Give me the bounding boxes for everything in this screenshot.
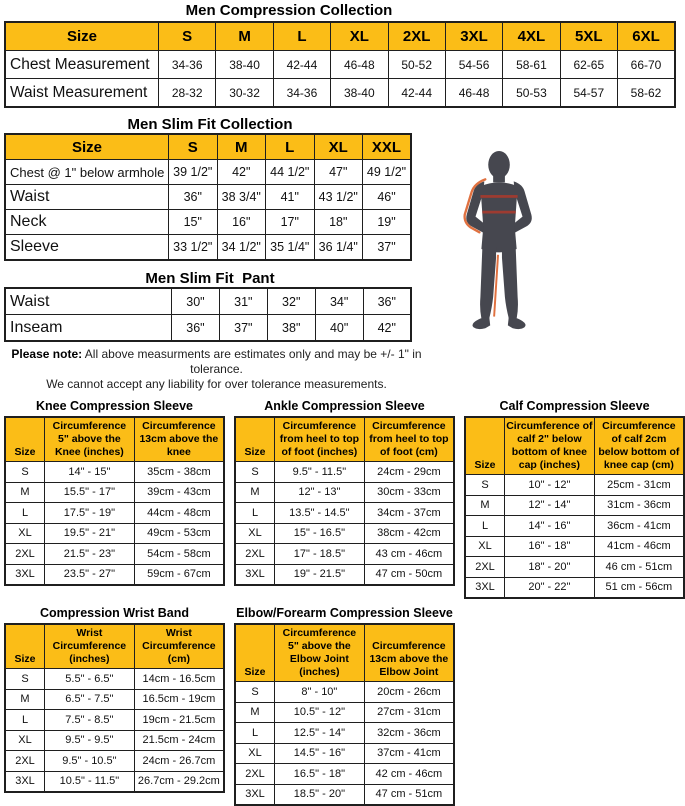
cell-value: 9.5" - 9.5": [45, 730, 135, 751]
sleeve-tables-row-1: [4, 399, 680, 599]
cell-value: 36": [172, 315, 220, 342]
row-label: XL: [235, 523, 275, 544]
sleeve-tables-row-2: [4, 606, 676, 806]
cell-value: 9.5" - 10.5": [45, 751, 135, 772]
column-header: Size: [5, 134, 169, 160]
table-row: [235, 682, 454, 703]
column-header: XL: [314, 134, 363, 160]
row-label: Waist Measurement: [5, 79, 159, 108]
row-label: 3XL: [5, 771, 45, 792]
cell-value: 10.5" - 11.5": [45, 771, 135, 792]
cell-value: 18.5" - 20": [275, 784, 365, 805]
table-row: [235, 764, 454, 785]
row-label: Waist: [5, 288, 172, 315]
cell-value: 36 1/4": [314, 235, 363, 261]
wrist-band-title: Compression Wrist Band: [39, 606, 190, 620]
row-label: M: [465, 495, 505, 516]
table-row: [235, 503, 454, 524]
cell-value: 6.5" - 7.5": [45, 689, 135, 710]
row-label: S: [235, 682, 275, 703]
column-header: 4XL: [503, 22, 560, 51]
cell-value: 46-48: [445, 79, 502, 108]
table-row: [235, 523, 454, 544]
cell-value: 16.5" - 18": [275, 764, 365, 785]
table-row: [235, 564, 454, 585]
row-label: L: [5, 503, 45, 524]
column-header: M: [216, 22, 273, 51]
column-header: Circumference 13cm above the knee: [134, 417, 224, 462]
cell-value: 21.5cm - 24cm: [134, 730, 224, 751]
cell-value: 41cm - 46cm: [594, 536, 684, 557]
cell-value: 5.5" - 6.5": [45, 669, 135, 690]
cell-value: 10" - 12": [505, 475, 595, 496]
table-row: [5, 544, 224, 565]
column-header: Circumference from heel to top of foot (inches): [275, 417, 365, 462]
row-label: XL: [235, 743, 275, 764]
cell-value: 30": [172, 288, 220, 315]
man-silhouette-figure: [447, 150, 553, 342]
table-row: [5, 235, 411, 261]
cell-value: 37cm - 41cm: [364, 743, 454, 764]
row-label: L: [5, 710, 45, 731]
table-row: [5, 315, 411, 342]
column-header: XXL: [363, 134, 412, 160]
table-row: [5, 288, 411, 315]
cell-value: 27cm - 31cm: [364, 702, 454, 723]
row-label: XL: [465, 536, 505, 557]
elbow-sleeve-block: [234, 606, 455, 806]
column-header: S: [169, 134, 218, 160]
table-row: [5, 730, 224, 751]
cell-value: 34-36: [273, 79, 330, 108]
header-row: [235, 417, 454, 462]
column-header: Wrist Circumference (inches): [45, 624, 135, 669]
cell-value: 54-57: [560, 79, 617, 108]
row-label: Chest @ 1" below armhole: [5, 160, 169, 185]
cell-value: 37": [363, 235, 412, 261]
cell-value: 39cm - 43cm: [134, 482, 224, 503]
table-row: [465, 577, 684, 598]
table-row: [5, 51, 675, 79]
cell-value: 34cm - 37cm: [364, 503, 454, 524]
row-label: XL: [5, 523, 45, 544]
cell-value: 32cm - 36cm: [364, 723, 454, 744]
table-row: [465, 557, 684, 578]
figure-left-foot: [473, 317, 491, 330]
column-header: Circumference 5" above the Knee (inches): [45, 417, 135, 462]
cell-value: 13.5" - 14.5": [275, 503, 365, 524]
table-row: [235, 462, 454, 483]
cell-value: 43 1/2": [314, 185, 363, 210]
waist-measurement-line: [482, 211, 515, 214]
cell-value: 12" - 14": [505, 495, 595, 516]
calf-sleeve-table: [464, 416, 685, 599]
header-row: [5, 624, 224, 669]
cell-value: 47 cm - 51cm: [364, 784, 454, 805]
column-header: Size: [465, 417, 505, 475]
row-label: 2XL: [5, 544, 45, 565]
cell-value: 12" - 13": [275, 482, 365, 503]
column-header: 3XL: [445, 22, 502, 51]
cell-value: 35cm - 38cm: [134, 462, 224, 483]
wrist-band-block: [4, 606, 225, 793]
row-label: L: [465, 516, 505, 537]
row-label: 2XL: [235, 764, 275, 785]
men-slim-fit-collection-table: [4, 133, 412, 261]
row-label: S: [5, 462, 45, 483]
cell-value: 35 1/4": [266, 235, 315, 261]
cell-value: 42 cm - 46cm: [364, 764, 454, 785]
row-label: M: [235, 702, 275, 723]
cell-value: 31cm - 36cm: [594, 495, 684, 516]
column-header: Size: [5, 624, 45, 669]
calf-sleeve-title: Calf Compression Sleeve: [499, 399, 650, 413]
table-row: [5, 710, 224, 731]
column-header: Circumference from heel to top of foot (cm): [364, 417, 454, 462]
cell-value: 42": [363, 315, 411, 342]
table-row: [235, 702, 454, 723]
cell-value: 44cm - 48cm: [134, 503, 224, 524]
row-label: 2XL: [235, 544, 275, 565]
cell-value: 7.5" - 8.5": [45, 710, 135, 731]
cell-value: 49 1/2": [363, 160, 412, 185]
cell-value: 31": [219, 288, 267, 315]
calf-sleeve-block: [464, 399, 685, 599]
cell-value: 58-61: [503, 51, 560, 79]
men-slim-fit-collection-title: Men Slim Fit Collection: [127, 116, 293, 133]
cell-value: 39 1/2": [169, 160, 218, 185]
row-label: 2XL: [465, 557, 505, 578]
table-row: [5, 771, 224, 792]
cell-value: 43 cm - 46cm: [364, 544, 454, 565]
figure-torso: [480, 182, 517, 231]
table-row: [465, 495, 684, 516]
cell-value: 19" - 21.5": [275, 564, 365, 585]
cell-value: 34-36: [159, 51, 216, 79]
cell-value: 36": [169, 185, 218, 210]
ankle-sleeve-table: [234, 416, 455, 586]
cell-value: 34 1/2": [217, 235, 266, 261]
column-header: Size: [235, 624, 275, 682]
table-row: [235, 544, 454, 565]
cell-value: 62-65: [560, 51, 617, 79]
men-slim-fit-pant-title: Men Slim Fit Pant: [145, 270, 275, 287]
header-row: [5, 134, 411, 160]
table-row: [5, 79, 675, 108]
row-label: XL: [5, 730, 45, 751]
cell-value: 34": [315, 288, 363, 315]
cell-value: 18": [314, 210, 363, 235]
cell-value: 23.5" - 27": [45, 564, 135, 585]
row-label: 3XL: [5, 564, 45, 585]
header-row: [5, 22, 675, 51]
cell-value: 42-44: [388, 79, 445, 108]
cell-value: 16": [217, 210, 266, 235]
cell-value: 42-44: [273, 51, 330, 79]
column-header: Circumference 5" above the Elbow Joint (inches): [275, 624, 365, 682]
cell-value: 33 1/2": [169, 235, 218, 261]
column-header: XL: [331, 22, 388, 51]
cell-value: 20cm - 26cm: [364, 682, 454, 703]
cell-value: 15": [169, 210, 218, 235]
cell-value: 30-32: [216, 79, 273, 108]
table-row: [465, 536, 684, 557]
column-header: M: [217, 134, 266, 160]
table-row: [235, 784, 454, 805]
cell-value: 16" - 18": [505, 536, 595, 557]
cell-value: 14cm - 16.5cm: [134, 669, 224, 690]
cell-value: 38": [267, 315, 315, 342]
cell-value: 40": [315, 315, 363, 342]
cell-value: 44 1/2": [266, 160, 315, 185]
figure-right-foot: [508, 317, 526, 330]
row-label: S: [235, 462, 275, 483]
cell-value: 51 cm - 56cm: [594, 577, 684, 598]
column-header: Size: [5, 417, 45, 462]
cell-value: 47": [314, 160, 363, 185]
cell-value: 26.7cm - 29.2cm: [134, 771, 224, 792]
cell-value: 14.5" - 16": [275, 743, 365, 764]
knee-sleeve-block: [4, 399, 225, 586]
man-silhouette-svg: [447, 150, 553, 342]
column-header: Wrist Circumference (cm): [134, 624, 224, 669]
men-compression-collection-table: [4, 21, 676, 108]
cell-value: 37": [219, 315, 267, 342]
cell-value: 25cm - 31cm: [594, 475, 684, 496]
cell-value: 15.5" - 17": [45, 482, 135, 503]
knee-sleeve-table: [4, 416, 225, 586]
cell-value: 20" - 22": [505, 577, 595, 598]
table-row: [5, 751, 224, 772]
cell-value: 41": [266, 185, 315, 210]
figure-right-leg: [502, 247, 518, 319]
cell-value: 17": [266, 210, 315, 235]
row-label: M: [5, 689, 45, 710]
row-label: 2XL: [5, 751, 45, 772]
cell-value: 16.5cm - 19cm: [134, 689, 224, 710]
note-text-line2: We cannot accept any liability for over tolerance measurements.: [46, 377, 387, 391]
ankle-sleeve-title: Ankle Compression Sleeve: [264, 399, 425, 413]
column-header: 5XL: [560, 22, 617, 51]
column-header: L: [273, 22, 330, 51]
row-label: Sleeve: [5, 235, 169, 261]
cell-value: 12.5" - 14": [275, 723, 365, 744]
table-row: [5, 689, 224, 710]
elbow-sleeve-table: [234, 623, 455, 806]
cell-value: 36cm - 41cm: [594, 516, 684, 537]
row-label: S: [465, 475, 505, 496]
table-row: [5, 564, 224, 585]
cell-value: 14" - 15": [45, 462, 135, 483]
note-label: Please note:: [11, 347, 83, 361]
cell-value: 42": [217, 160, 266, 185]
knee-sleeve-title: Knee Compression Sleeve: [35, 399, 193, 413]
row-label: Inseam: [5, 315, 172, 342]
elbow-sleeve-title: Elbow/Forearm Compression Sleeve: [236, 606, 453, 620]
table-row: [5, 462, 224, 483]
row-label: 3XL: [235, 784, 275, 805]
cell-value: 38cm - 42cm: [364, 523, 454, 544]
table-row: [235, 482, 454, 503]
column-header: Circumference of calf 2" below bottom of knee cap (inches): [505, 417, 595, 475]
table-row: [5, 160, 411, 185]
cell-value: 17" - 18.5": [275, 544, 365, 565]
header-row: [235, 624, 454, 682]
figure-left-leg: [480, 247, 496, 319]
table-row: [465, 516, 684, 537]
cell-value: 30cm - 33cm: [364, 482, 454, 503]
cell-value: 46-48: [331, 51, 388, 79]
cell-value: 50-53: [503, 79, 560, 108]
cell-value: 18" - 20": [505, 557, 595, 578]
cell-value: 66-70: [618, 51, 676, 79]
table-row: [5, 669, 224, 690]
column-header: Circumference 13cm above the Elbow Joint: [364, 624, 454, 682]
chest-measurement-line: [480, 195, 517, 198]
cell-value: 46 cm - 51cm: [594, 557, 684, 578]
row-label: M: [5, 482, 45, 503]
column-header: 6XL: [618, 22, 676, 51]
row-label: 3XL: [465, 577, 505, 598]
table-row: [235, 743, 454, 764]
slim-fit-section: [4, 116, 676, 392]
cell-value: 49cm - 53cm: [134, 523, 224, 544]
header-row: [465, 417, 684, 475]
table-row: [465, 475, 684, 496]
cell-value: 19cm - 21.5cm: [134, 710, 224, 731]
wrist-band-table: [4, 623, 225, 793]
cell-value: 59cm - 67cm: [134, 564, 224, 585]
cell-value: 54cm - 58cm: [134, 544, 224, 565]
cell-value: 14" - 16": [505, 516, 595, 537]
column-header: Size: [5, 22, 159, 51]
cell-value: 50-52: [388, 51, 445, 79]
row-label: Waist: [5, 185, 169, 210]
cell-value: 28-32: [159, 79, 216, 108]
cell-value: 19": [363, 210, 412, 235]
cell-value: 24cm - 29cm: [364, 462, 454, 483]
row-label: Neck: [5, 210, 169, 235]
cell-value: 19.5" - 21": [45, 523, 135, 544]
table-row: [5, 185, 411, 210]
cell-value: 47 cm - 50cm: [364, 564, 454, 585]
column-header: L: [266, 134, 315, 160]
row-label: M: [235, 482, 275, 503]
table-row: [5, 503, 224, 524]
row-label: L: [235, 723, 275, 744]
row-label: L: [235, 503, 275, 524]
cell-value: 32": [267, 288, 315, 315]
table-row: [5, 523, 224, 544]
cell-value: 8" - 10": [275, 682, 365, 703]
cell-value: 46": [363, 185, 412, 210]
figure-neck: [493, 174, 505, 183]
table-row: [235, 723, 454, 744]
cell-value: 58-62: [618, 79, 676, 108]
note-text-line1: All above measurments are estimates only and may be +/- 1" in tolerance.: [82, 347, 422, 376]
cell-value: 24cm - 26.7cm: [134, 751, 224, 772]
table-row: [5, 482, 224, 503]
row-label: 3XL: [235, 564, 275, 585]
cell-value: 38 3/4": [217, 185, 266, 210]
cell-value: 38-40: [331, 79, 388, 108]
ankle-sleeve-block: [234, 399, 455, 586]
men-slim-fit-pant-table: [4, 287, 412, 342]
cell-value: 15" - 16.5": [275, 523, 365, 544]
header-row: [5, 417, 224, 462]
men-compression-collection-title: Men Compression Collection: [185, 2, 393, 19]
cell-value: 9.5" - 11.5": [275, 462, 365, 483]
slim-fit-left-column: [4, 116, 422, 392]
column-header: Size: [235, 417, 275, 462]
row-label: S: [5, 669, 45, 690]
tolerance-note: [4, 347, 429, 392]
cell-value: 38-40: [216, 51, 273, 79]
row-label: Chest Measurement: [5, 51, 159, 79]
cell-value: 21.5" - 23": [45, 544, 135, 565]
cell-value: 54-56: [445, 51, 502, 79]
cell-value: 10.5" - 12": [275, 702, 365, 723]
cell-value: 36": [363, 288, 411, 315]
column-header: 2XL: [388, 22, 445, 51]
column-header: S: [159, 22, 216, 51]
table-row: [5, 210, 411, 235]
column-header: Circumference of calf 2cm below bottom of knee cap (cm): [594, 417, 684, 475]
cell-value: 17.5" - 19": [45, 503, 135, 524]
